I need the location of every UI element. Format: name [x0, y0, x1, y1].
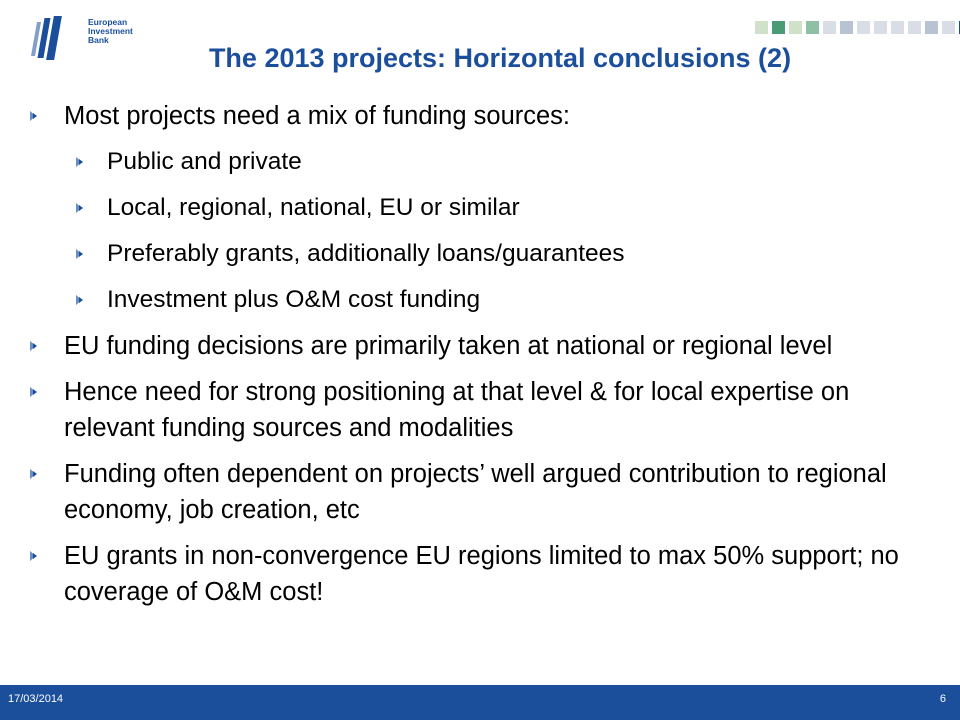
eib-logo-text: [88, 18, 133, 45]
sub-bullet-item: [0, 282, 927, 318]
bullet-arrow-icon: [30, 341, 39, 352]
bullet-text: Investment plus O&M cost funding: [107, 286, 481, 313]
bullet-arrow-icon: [76, 249, 85, 260]
bullet-arrow-icon: [30, 111, 39, 122]
deco-square: [942, 21, 955, 34]
deco-square: [908, 21, 921, 34]
bullet-arrow-icon: [30, 387, 39, 398]
bullet-arrow-icon: [30, 551, 39, 562]
bullet-item: [0, 538, 924, 610]
bullet-text: Most projects need a mix of funding sources:: [64, 102, 571, 130]
deco-square: [857, 21, 870, 34]
deco-square: [925, 21, 938, 34]
bullet-text: EU grants in non-convergence EU regions limited to max 50% support; no coverage of O&M cost!: [64, 542, 899, 606]
deco-square: [772, 21, 785, 34]
bullet-item: [0, 374, 924, 446]
footer-bar: [0, 685, 960, 720]
bullet-text: EU funding decisions are primarily taken at national or regional level: [64, 332, 833, 360]
footer-date: 17/03/2014: [8, 693, 64, 705]
deco-square: [874, 21, 887, 34]
deco-square: [823, 21, 836, 34]
bullet-item: [0, 456, 924, 528]
bullet-arrow-icon: [76, 295, 85, 306]
page-number: 6: [939, 693, 946, 705]
deco-square: [840, 21, 853, 34]
bullet-text: Preferably grants, additionally loans/guarantees: [107, 240, 625, 267]
slide-title: The 2013 projects: Horizontal conclusions (2): [208, 43, 792, 73]
deco-square: [755, 21, 768, 34]
bullet-text: Public and private: [107, 148, 302, 175]
logo-line-2: Investment: [88, 26, 133, 36]
bullet-text: Local, regional, national, EU or similar: [107, 194, 520, 221]
deco-square: [789, 21, 802, 34]
deco-square: [891, 21, 904, 34]
bullet-arrow-icon: [76, 157, 85, 168]
bullet-list: [0, 92, 960, 610]
deco-square: [806, 21, 819, 34]
bullet-item: [0, 328, 924, 364]
bullet-arrow-icon: [30, 469, 39, 480]
bullet-item: [0, 98, 924, 134]
sub-bullet-item: [0, 190, 927, 226]
sub-bullet-item: [0, 144, 927, 180]
logo-line-3: Bank: [88, 35, 109, 45]
bullet-text: Hence need for strong positioning at that level & for local expertise on relevant funding sources and modalities: [64, 378, 850, 442]
bullet-arrow-icon: [76, 203, 85, 214]
bullet-text: Funding often dependent on projects’ well argued contribution to regional economy, job creation, etc: [64, 460, 887, 524]
logo-line-1: European: [88, 17, 128, 27]
decorative-squares: [755, 21, 960, 34]
sub-bullet-item: [0, 236, 927, 272]
